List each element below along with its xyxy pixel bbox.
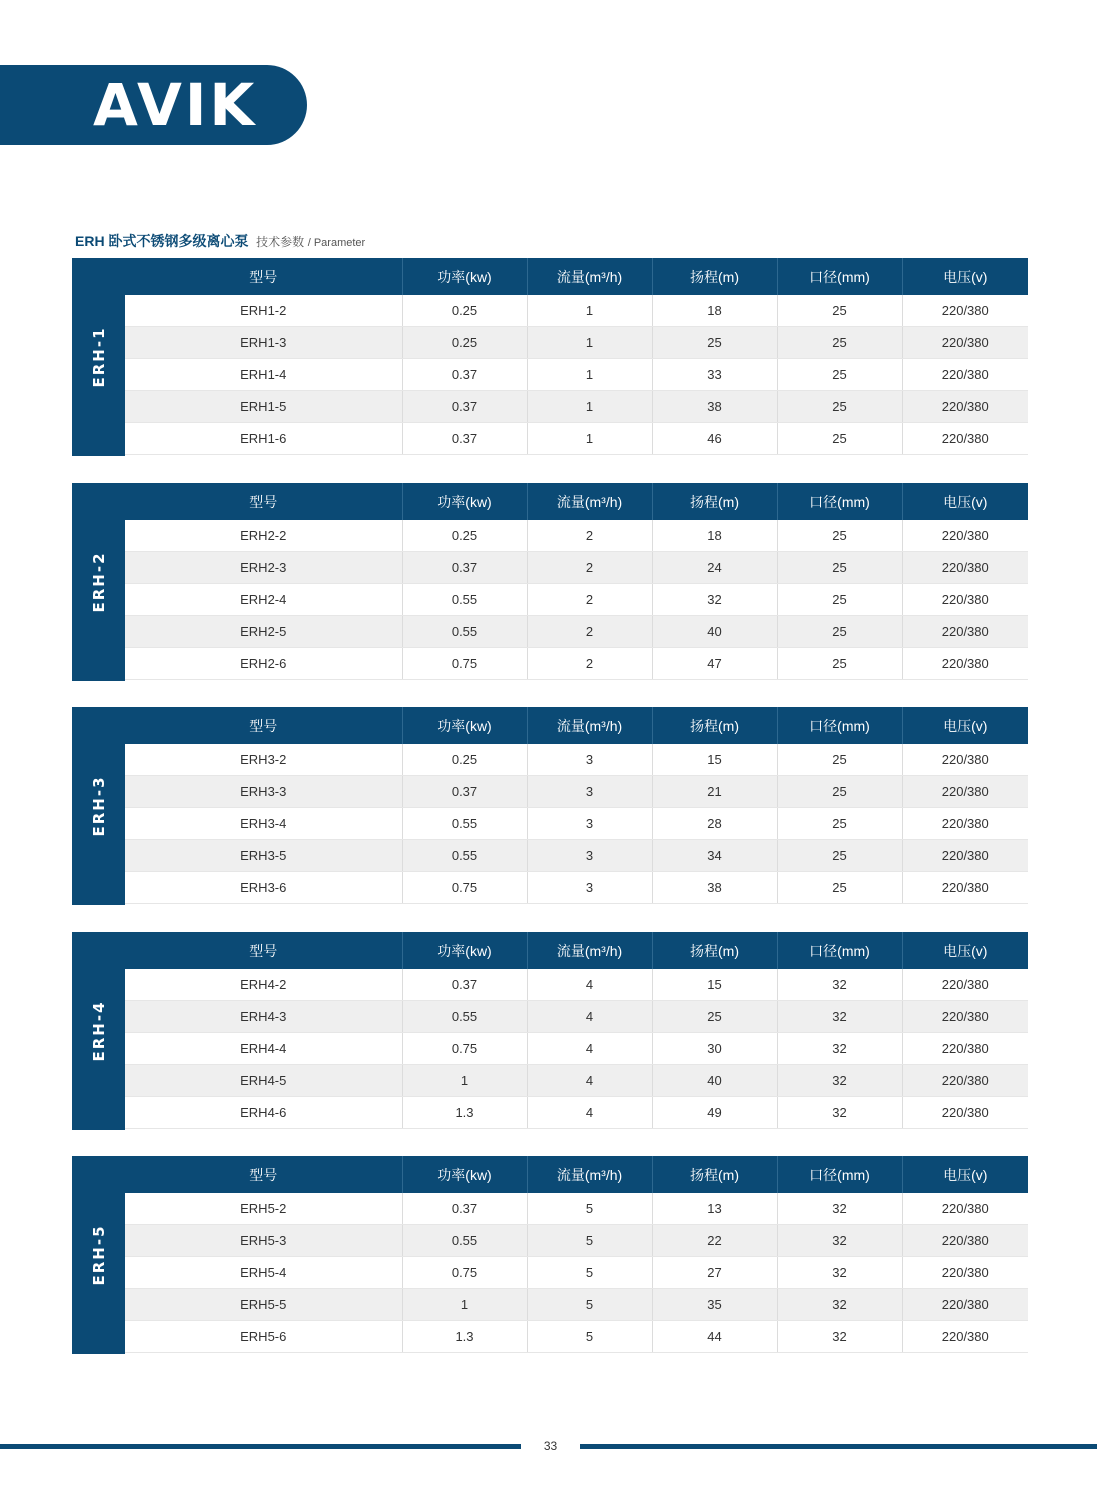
table-cell: 25 [777, 584, 902, 616]
table-cell: 220/380 [902, 327, 1028, 359]
footer-rule-left [0, 1444, 521, 1449]
table-cell: ERH4-2 [125, 969, 402, 1001]
table-header-row [125, 707, 1028, 744]
table-row [125, 359, 1028, 391]
table-cell: 21 [652, 776, 777, 808]
table-cell: ERH4-3 [125, 1001, 402, 1033]
table-row [125, 648, 1028, 680]
table-cell: 0.75 [402, 872, 527, 904]
column-header: 功率(kw) [402, 1156, 527, 1193]
table-cell: 4 [527, 1097, 652, 1129]
table-cell: 0.55 [402, 1225, 527, 1257]
table-row [125, 1097, 1028, 1129]
column-header: 功率(kw) [402, 707, 527, 744]
table-cell: 5 [527, 1225, 652, 1257]
column-header: 功率(kw) [402, 258, 527, 295]
table-cell: 2 [527, 648, 652, 680]
table-cell: 32 [777, 1321, 902, 1353]
table-cell: 25 [777, 808, 902, 840]
table-row [125, 1225, 1028, 1257]
series-sidebar [72, 707, 125, 905]
section-title-en: / Parameter [307, 237, 366, 249]
table-cell: 220/380 [902, 423, 1028, 455]
table-cell: 0.37 [402, 423, 527, 455]
table-cell: 220/380 [902, 1033, 1028, 1065]
table-cell: ERH1-3 [125, 327, 402, 359]
column-header: 口径(mm) [777, 1156, 902, 1193]
table-cell: 4 [527, 1065, 652, 1097]
table-cell: 25 [777, 872, 902, 904]
table-cell: 32 [777, 1033, 902, 1065]
series-label: ERH-1 [89, 326, 108, 388]
table-header-row [125, 932, 1028, 969]
table-cell: 220/380 [902, 1065, 1028, 1097]
column-header: 功率(kw) [402, 483, 527, 520]
table-cell: 220/380 [902, 1193, 1028, 1225]
spec-table [125, 258, 1028, 455]
table-cell: 0.37 [402, 552, 527, 584]
table-cell: 1 [527, 327, 652, 359]
table-cell: ERH2-6 [125, 648, 402, 680]
table-row [125, 327, 1028, 359]
column-header: 扬程(m) [652, 258, 777, 295]
table-cell: 0.37 [402, 359, 527, 391]
table-cell: 25 [777, 552, 902, 584]
table-cell: 1 [527, 423, 652, 455]
column-header: 电压(v) [902, 483, 1028, 520]
table-cell: 1 [527, 391, 652, 423]
spec-table [125, 707, 1028, 904]
spec-table [125, 483, 1028, 680]
table-row [125, 1193, 1028, 1225]
table-cell: 220/380 [902, 391, 1028, 423]
column-header: 流量(m³/h) [527, 707, 652, 744]
table-cell: ERH2-3 [125, 552, 402, 584]
table-cell: 25 [777, 616, 902, 648]
column-header: 电压(v) [902, 707, 1028, 744]
table-row [125, 872, 1028, 904]
table-cell: ERH3-5 [125, 840, 402, 872]
series-sidebar [72, 258, 125, 456]
column-header: 流量(m³/h) [527, 483, 652, 520]
table-row [125, 391, 1028, 423]
table-cell: 13 [652, 1193, 777, 1225]
table-cell: 25 [652, 1001, 777, 1033]
table-row [125, 616, 1028, 648]
spec-block-4 [72, 932, 1028, 1130]
section-title-sub: 技术参数 [256, 235, 305, 249]
table-cell: 32 [777, 1289, 902, 1321]
table-cell: 0.75 [402, 1257, 527, 1289]
table-header-row [125, 258, 1028, 295]
table-cell: 32 [777, 1257, 902, 1289]
table-cell: 220/380 [902, 648, 1028, 680]
table-cell: ERH3-2 [125, 744, 402, 776]
table-cell: 220/380 [902, 744, 1028, 776]
table-cell: 220/380 [902, 1225, 1028, 1257]
table-cell: 46 [652, 423, 777, 455]
table-cell: 25 [777, 744, 902, 776]
table-cell: ERH5-6 [125, 1321, 402, 1353]
spec-table [125, 1156, 1028, 1353]
table-cell: 25 [777, 520, 902, 552]
table-cell: 1.3 [402, 1321, 527, 1353]
spec-block-2 [72, 483, 1028, 681]
table-cell: 220/380 [902, 776, 1028, 808]
table-cell: 220/380 [902, 1257, 1028, 1289]
column-header: 口径(mm) [777, 707, 902, 744]
table-cell: 3 [527, 840, 652, 872]
table-cell: 1 [402, 1289, 527, 1321]
table-cell: 22 [652, 1225, 777, 1257]
table-cell: ERH5-5 [125, 1289, 402, 1321]
table-cell: 220/380 [902, 584, 1028, 616]
table-cell: 25 [777, 648, 902, 680]
column-header: 扬程(m) [652, 483, 777, 520]
series-sidebar [72, 1156, 125, 1354]
table-cell: 38 [652, 872, 777, 904]
table-row [125, 295, 1028, 327]
column-header: 型号 [125, 483, 402, 520]
column-header: 口径(mm) [777, 483, 902, 520]
table-cell: 32 [777, 1065, 902, 1097]
table-cell: ERH2-4 [125, 584, 402, 616]
table-row [125, 1257, 1028, 1289]
series-sidebar [72, 932, 125, 1130]
section-title [75, 231, 365, 251]
table-row [125, 1033, 1028, 1065]
series-label: ERH-5 [89, 1224, 108, 1286]
table-row [125, 1321, 1028, 1353]
table-cell: 32 [777, 1225, 902, 1257]
table-cell: 220/380 [902, 872, 1028, 904]
table-cell: 18 [652, 295, 777, 327]
table-cell: ERH1-4 [125, 359, 402, 391]
column-header: 型号 [125, 932, 402, 969]
table-cell: 0.55 [402, 808, 527, 840]
table-cell: ERH4-4 [125, 1033, 402, 1065]
table-row [125, 1065, 1028, 1097]
table-cell: 5 [527, 1257, 652, 1289]
table-cell: 2 [527, 552, 652, 584]
table-cell: 25 [777, 423, 902, 455]
table-cell: 4 [527, 1033, 652, 1065]
table-cell: 25 [777, 391, 902, 423]
table-cell: 25 [652, 327, 777, 359]
table-cell: 0.75 [402, 1033, 527, 1065]
table-cell: 2 [527, 520, 652, 552]
table-cell: 32 [652, 584, 777, 616]
table-cell: 32 [777, 1001, 902, 1033]
column-header: 型号 [125, 707, 402, 744]
table-row [125, 552, 1028, 584]
table-cell: 47 [652, 648, 777, 680]
column-header: 电压(v) [902, 258, 1028, 295]
table-cell: 1 [402, 1065, 527, 1097]
series-label: ERH-3 [89, 775, 108, 837]
table-cell: 18 [652, 520, 777, 552]
column-header: 扬程(m) [652, 1156, 777, 1193]
column-header: 电压(v) [902, 1156, 1028, 1193]
table-cell: 220/380 [902, 520, 1028, 552]
table-cell: 0.55 [402, 1001, 527, 1033]
table-cell: 220/380 [902, 969, 1028, 1001]
table-cell: 40 [652, 1065, 777, 1097]
spec-table [125, 932, 1028, 1129]
table-cell: 0.55 [402, 840, 527, 872]
table-cell: 15 [652, 969, 777, 1001]
table-cell: ERH5-4 [125, 1257, 402, 1289]
column-header: 口径(mm) [777, 932, 902, 969]
section-title-main: ERH 卧式不锈钢多级离心泵 [75, 233, 249, 249]
column-header: 电压(v) [902, 932, 1028, 969]
series-label: ERH-2 [89, 551, 108, 613]
column-header: 流量(m³/h) [527, 932, 652, 969]
table-cell: 3 [527, 744, 652, 776]
table-row [125, 520, 1028, 552]
table-row [125, 840, 1028, 872]
table-cell: 32 [777, 1193, 902, 1225]
table-cell: 220/380 [902, 1289, 1028, 1321]
table-cell: 1 [527, 295, 652, 327]
table-cell: 0.25 [402, 744, 527, 776]
table-cell: 5 [527, 1289, 652, 1321]
table-cell: 4 [527, 969, 652, 1001]
table-cell: 3 [527, 808, 652, 840]
table-cell: ERH1-2 [125, 295, 402, 327]
table-cell: 2 [527, 616, 652, 648]
table-cell: ERH1-6 [125, 423, 402, 455]
table-cell: 44 [652, 1321, 777, 1353]
column-header: 流量(m³/h) [527, 1156, 652, 1193]
table-cell: 220/380 [902, 359, 1028, 391]
series-label: ERH-4 [89, 1000, 108, 1062]
column-header: 扬程(m) [652, 707, 777, 744]
table-cell: 25 [777, 295, 902, 327]
table-cell: 4 [527, 1001, 652, 1033]
column-header: 口径(mm) [777, 258, 902, 295]
brand-logo: AVIK [93, 71, 258, 139]
table-cell: 35 [652, 1289, 777, 1321]
table-cell: 49 [652, 1097, 777, 1129]
table-cell: 220/380 [902, 616, 1028, 648]
table-cell: 28 [652, 808, 777, 840]
table-cell: 1 [527, 359, 652, 391]
table-cell: 32 [777, 969, 902, 1001]
table-cell: 1.3 [402, 1097, 527, 1129]
footer-rule-right [580, 1444, 1097, 1449]
column-header: 扬程(m) [652, 932, 777, 969]
table-cell: 25 [777, 776, 902, 808]
table-cell: 34 [652, 840, 777, 872]
table-cell: 0.25 [402, 295, 527, 327]
table-cell: 0.55 [402, 584, 527, 616]
table-cell: 220/380 [902, 808, 1028, 840]
table-cell: ERH2-2 [125, 520, 402, 552]
table-cell: 5 [527, 1321, 652, 1353]
column-header: 流量(m³/h) [527, 258, 652, 295]
table-cell: 38 [652, 391, 777, 423]
table-row [125, 776, 1028, 808]
table-row [125, 423, 1028, 455]
table-cell: ERH3-6 [125, 872, 402, 904]
table-cell: 220/380 [902, 840, 1028, 872]
table-cell: 24 [652, 552, 777, 584]
table-cell: 220/380 [902, 295, 1028, 327]
table-row [125, 584, 1028, 616]
spec-block-5 [72, 1156, 1028, 1354]
page-number: 33 [543, 1439, 558, 1453]
table-cell: 32 [777, 1097, 902, 1129]
table-row [125, 969, 1028, 1001]
table-header-row [125, 483, 1028, 520]
table-cell: 27 [652, 1257, 777, 1289]
table-cell: 3 [527, 872, 652, 904]
table-cell: ERH2-5 [125, 616, 402, 648]
table-row [125, 744, 1028, 776]
series-sidebar [72, 483, 125, 681]
table-cell: 220/380 [902, 1097, 1028, 1129]
table-cell: ERH3-3 [125, 776, 402, 808]
table-header-row [125, 1156, 1028, 1193]
spec-block-1 [72, 258, 1028, 456]
table-row [125, 808, 1028, 840]
table-cell: 220/380 [902, 1321, 1028, 1353]
table-cell: 0.55 [402, 616, 527, 648]
column-header: 型号 [125, 1156, 402, 1193]
table-cell: 0.25 [402, 520, 527, 552]
table-cell: 220/380 [902, 1001, 1028, 1033]
table-cell: 0.37 [402, 776, 527, 808]
column-header: 型号 [125, 258, 402, 295]
table-row [125, 1289, 1028, 1321]
table-cell: 220/380 [902, 552, 1028, 584]
table-cell: 0.37 [402, 1193, 527, 1225]
table-cell: 0.37 [402, 391, 527, 423]
table-cell: 0.37 [402, 969, 527, 1001]
table-cell: ERH4-5 [125, 1065, 402, 1097]
table-cell: 33 [652, 359, 777, 391]
table-cell: ERH5-2 [125, 1193, 402, 1225]
spec-block-3 [72, 707, 1028, 905]
table-cell: 25 [777, 359, 902, 391]
brand-banner [0, 65, 307, 145]
table-cell: 40 [652, 616, 777, 648]
table-cell: 25 [777, 327, 902, 359]
table-cell: 15 [652, 744, 777, 776]
table-cell: ERH4-6 [125, 1097, 402, 1129]
table-cell: ERH5-3 [125, 1225, 402, 1257]
table-cell: 0.25 [402, 327, 527, 359]
table-cell: 5 [527, 1193, 652, 1225]
table-cell: 30 [652, 1033, 777, 1065]
table-cell: 2 [527, 584, 652, 616]
column-header: 功率(kw) [402, 932, 527, 969]
table-row [125, 1001, 1028, 1033]
table-cell: ERH3-4 [125, 808, 402, 840]
table-cell: ERH1-5 [125, 391, 402, 423]
table-cell: 3 [527, 776, 652, 808]
table-cell: 0.75 [402, 648, 527, 680]
table-cell: 25 [777, 840, 902, 872]
